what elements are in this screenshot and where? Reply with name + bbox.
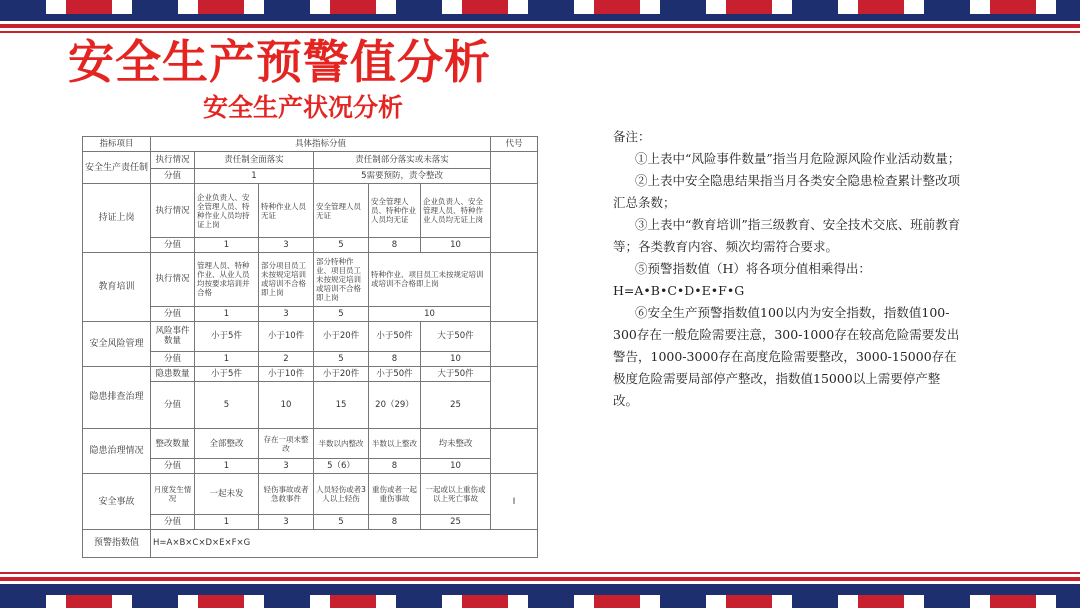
- table-cell: 分值: [151, 306, 195, 321]
- top-red-rule: [0, 24, 1080, 28]
- table-cell: 一起未发: [195, 474, 259, 515]
- table-cell: [491, 252, 538, 321]
- table-cell: 分值: [151, 351, 195, 366]
- table-cell: [491, 152, 538, 184]
- table-cell: 5: [195, 381, 259, 428]
- table-row: [83, 237, 538, 252]
- top-stripe-band: [0, 0, 1080, 14]
- table-cell: 20（29）: [369, 381, 421, 428]
- top-red-thin-rule: [0, 31, 1080, 33]
- table-cell: 3: [259, 459, 314, 474]
- table-cell: 1: [195, 514, 259, 529]
- table-cell: 8: [369, 514, 421, 529]
- table-cell: 1: [195, 459, 259, 474]
- table-cell: 企业负责人、安全管理人员、特种作业人员均无证上岗: [421, 184, 491, 238]
- table-row: [83, 429, 538, 459]
- table-cell: [491, 429, 538, 474]
- table-cell: 月度发生情况: [151, 474, 195, 515]
- table-cell: 小于5件: [195, 366, 259, 381]
- warning-index-table: [82, 136, 538, 558]
- table-cell: 10: [369, 306, 491, 321]
- table-cell: 半数以内整改: [314, 429, 369, 459]
- formula-cell: H=A×B×C×D×E×F×G: [151, 529, 538, 557]
- table-row: [83, 529, 538, 557]
- table-cell: 25: [421, 514, 491, 529]
- note-item: ⑥安全生产预警指数值100以内为安全指数，指数值100-300存在一般危险需要注意，300-1000存在较高危险需要发出警告，1000-3000存在高度危险需要整改，3000-15000存在极度危险需要局部停产整改，指数值15000以上需要停产整改。: [613, 305, 960, 408]
- table-cell: 特种作业、项目员工未按规定培训或培训不合格即上岗: [369, 252, 491, 306]
- table-cell: 5: [314, 237, 369, 252]
- category-cell: 隐患排查治理: [83, 366, 151, 428]
- table-cell: 分值: [151, 169, 195, 184]
- table-cell: 大于50件: [421, 321, 491, 351]
- table-row: [83, 184, 538, 238]
- table-cell: [491, 184, 538, 253]
- slide-title: 安全生产预警值分析: [68, 35, 491, 89]
- header-cell: 代号: [491, 137, 538, 152]
- table-cell: 存在一项未整改: [259, 429, 314, 459]
- table-cell: 重伤或者一起重伤事故: [369, 474, 421, 515]
- table-cell: 半数以上整改: [369, 429, 421, 459]
- table-cell: 10: [421, 459, 491, 474]
- table-cell: 安全管理人员无证: [314, 184, 369, 238]
- table-cell: 10: [259, 381, 314, 428]
- table-row: [83, 152, 538, 169]
- table-cell: 小于50件: [369, 366, 421, 381]
- table-cell: 10: [421, 351, 491, 366]
- table-cell: 8: [369, 459, 421, 474]
- table-cell: 5: [314, 306, 369, 321]
- table-cell: 企业负责人、安全管理人员、特种作业人员均持证上岗: [195, 184, 259, 238]
- table-header-row: [83, 137, 538, 152]
- table-cell: 大于50件: [421, 366, 491, 381]
- table-cell: 一起或以上重伤或以上死亡事故: [421, 474, 491, 515]
- notes-block: [613, 126, 963, 412]
- table-cell: [491, 321, 538, 366]
- header-cell: 指标项目: [83, 137, 151, 152]
- category-cell: 安全事故: [83, 474, 151, 530]
- table-row: [83, 474, 538, 515]
- table-cell: 小于20件: [314, 366, 369, 381]
- table-cell: 部分特种作业、项目员工未按规定培训或培训不合格即上岗: [314, 252, 369, 306]
- table-cell: 分值: [151, 381, 195, 428]
- table-cell: 分值: [151, 514, 195, 529]
- table-cell: 25: [421, 381, 491, 428]
- table-cell: 分值: [151, 237, 195, 252]
- table-cell: 5（6）: [314, 459, 369, 474]
- table-row: [83, 459, 538, 474]
- table-row: [83, 381, 538, 428]
- table-cell: 1: [195, 306, 259, 321]
- table-cell: 轻伤事故或者急救事件: [259, 474, 314, 515]
- note-item: ②上表中安全隐患结果指当月各类安全隐患检查累计整改项汇总条数；: [613, 173, 961, 210]
- table-cell: 8: [369, 237, 421, 252]
- table-cell: 5需要预防，责令整改: [314, 169, 491, 184]
- table-cell: 10: [421, 237, 491, 252]
- table-row: [83, 306, 538, 321]
- table-cell: 整改数量: [151, 429, 195, 459]
- table-cell: 小于10件: [259, 321, 314, 351]
- table-cell: 3: [259, 514, 314, 529]
- table-cell: 小于5件: [195, 321, 259, 351]
- table-cell: 5: [314, 351, 369, 366]
- table-cell: 小于50件: [369, 321, 421, 351]
- slide-subtitle: 安全生产状况分析: [203, 93, 404, 122]
- category-cell: 隐患治理情况: [83, 429, 151, 474]
- table-cell: 1: [195, 237, 259, 252]
- table-cell: 小于20件: [314, 321, 369, 351]
- table-cell: I: [491, 474, 538, 530]
- table-row: [83, 514, 538, 529]
- note-item: ③上表中“教育培训”指三级教育、安全技术交底、班前教育等；各类教育内容、频次均需符合要求。: [613, 217, 961, 254]
- category-cell: 安全风险管理: [83, 321, 151, 366]
- table-cell: 3: [259, 237, 314, 252]
- table-row: [83, 366, 538, 381]
- table-cell: 15: [314, 381, 369, 428]
- table-cell: 责任制部分落实或未落实: [314, 152, 491, 169]
- table-cell: 执行情况: [151, 252, 195, 306]
- table-cell: 安全管理人员、特种作业人员均无证: [369, 184, 421, 238]
- table-cell: 风险事件数量: [151, 321, 195, 351]
- note-item: ⑤预警指数值（H）将各项分值相乘得出：H=A•B•C•D•E•F•G: [613, 261, 871, 298]
- table-cell: 2: [259, 351, 314, 366]
- header-cell: 具体指标分值: [151, 137, 491, 152]
- category-cell: 持证上岗: [83, 184, 151, 253]
- table-row: [83, 252, 538, 306]
- table-cell: [491, 366, 538, 428]
- table-cell: 执行情况: [151, 184, 195, 238]
- table-cell: 部分项目员工未按规定培训或培训不合格即上岗: [259, 252, 314, 306]
- table-row: [83, 351, 538, 366]
- category-cell: 安全生产责任制: [83, 152, 151, 184]
- table-cell: 管理人员、特种作业、从业人员均按要求培训并合格: [195, 252, 259, 306]
- table-cell: 执行情况: [151, 152, 195, 169]
- table-cell: 隐患数量: [151, 366, 195, 381]
- table-cell: 1: [195, 169, 314, 184]
- category-cell: 预警指数值: [83, 529, 151, 557]
- notes-heading: 备注：: [613, 129, 651, 144]
- table-cell: 全部整改: [195, 429, 259, 459]
- note-item: ①上表中“风险事件数量”指当月危险源风险作业活动数量；: [635, 151, 961, 166]
- table-row: [83, 169, 538, 184]
- table-cell: 责任制全面落实: [195, 152, 314, 169]
- bottom-red-thin-rule: [0, 572, 1080, 574]
- table-cell: 5: [314, 514, 369, 529]
- bottom-blue-rule: [0, 584, 1080, 595]
- category-cell: 教育培训: [83, 252, 151, 321]
- top-blue-rule: [0, 14, 1080, 21]
- bottom-stripe-band: [0, 595, 1080, 608]
- table-cell: 分值: [151, 459, 195, 474]
- table-cell: 均未整改: [421, 429, 491, 459]
- table-cell: 特种作业人员无证: [259, 184, 314, 238]
- table-cell: 小于10件: [259, 366, 314, 381]
- table-row: [83, 321, 538, 351]
- table-cell: 1: [195, 351, 259, 366]
- table-cell: 3: [259, 306, 314, 321]
- bottom-red-rule: [0, 577, 1080, 581]
- table-cell: 人员轻伤或者3人以上轻伤: [314, 474, 369, 515]
- table-cell: 8: [369, 351, 421, 366]
